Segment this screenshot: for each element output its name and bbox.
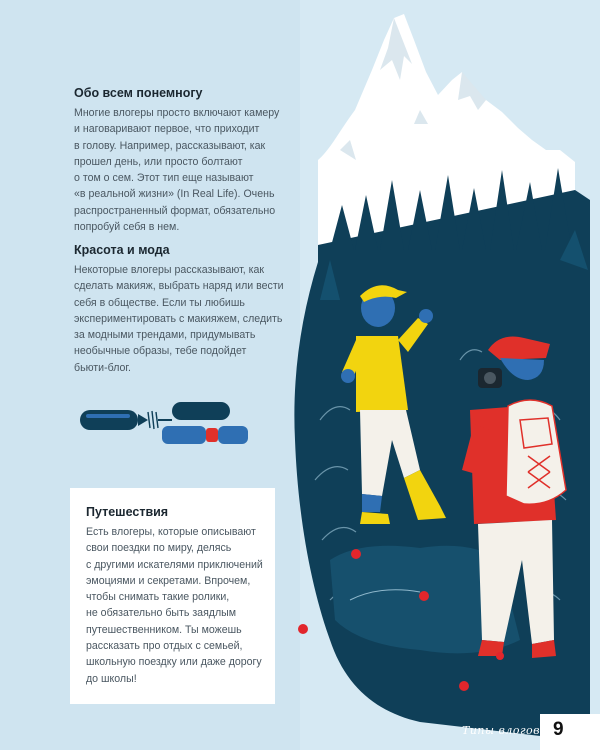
mascara-icon [80,402,230,430]
lipstick-icon [162,426,248,444]
text-line: эмоциями и секретами. Впрочем, [86,574,251,587]
text-line: себя в обществе. Если ты любишь [74,296,245,309]
text-line: бьюти-блог. [74,361,131,374]
text-line: сделать макияж, выбрать наряд или вести [74,280,284,293]
text-line: рассказать про отдых с семьей, [86,640,243,653]
section-heading: Обо всем понемногу [74,86,203,100]
text-line: Некоторые влогеры рассказывают, как [74,264,265,276]
text-line: необычные образы, тебе подойдет [74,345,247,358]
text-line: распространенный формат, обязательно [74,204,276,217]
camera-icon [478,368,502,388]
text-line: в голову. Например, рассказывают, как [74,139,266,152]
text-line: с другими искателями приключений [86,558,263,571]
text-line: до школы! [86,672,137,685]
text-line: школьную поездку или даже дорогу [86,656,262,669]
text-line: экспериментировать с макияжем, следить [74,312,283,325]
running-footer-title: Типы влогов [462,724,541,737]
section-paragraph [74,262,284,376]
section-paragraph [86,524,263,687]
section-travel [86,505,263,687]
text-line: путешественником. Ты можешь [86,623,242,636]
text-line: и наговаривают первое, что приходит [74,123,260,136]
text-line: не обязательно быть заядлым [86,607,237,620]
page-number-box [540,714,600,750]
text-line: о том о сем. Этот тип еще называют [74,172,254,185]
text-line: свои поездки по миру, делясь [86,542,232,555]
section-everything-a-little [74,86,279,235]
text-line: «в реальной жизни» (In Real Life). Очень [74,188,275,201]
section-heading: Путешествия [86,505,169,519]
section-heading: Красота и мода [74,243,170,257]
text-line: Есть влогеры, которые описывают [86,526,256,538]
page-number: 9 [553,719,564,740]
text-line: чтобы снимать такие ролики, [86,591,230,604]
text-line: прошел день, или просто болтают [74,155,243,168]
text-line: попробуй себя в нем. [74,221,180,234]
section-paragraph [74,105,279,235]
section-beauty-fashion [74,243,284,376]
text-line: Многие влогеры просто включают камеру [74,107,280,119]
text-line: за модными трендами, придумывать [74,329,256,342]
